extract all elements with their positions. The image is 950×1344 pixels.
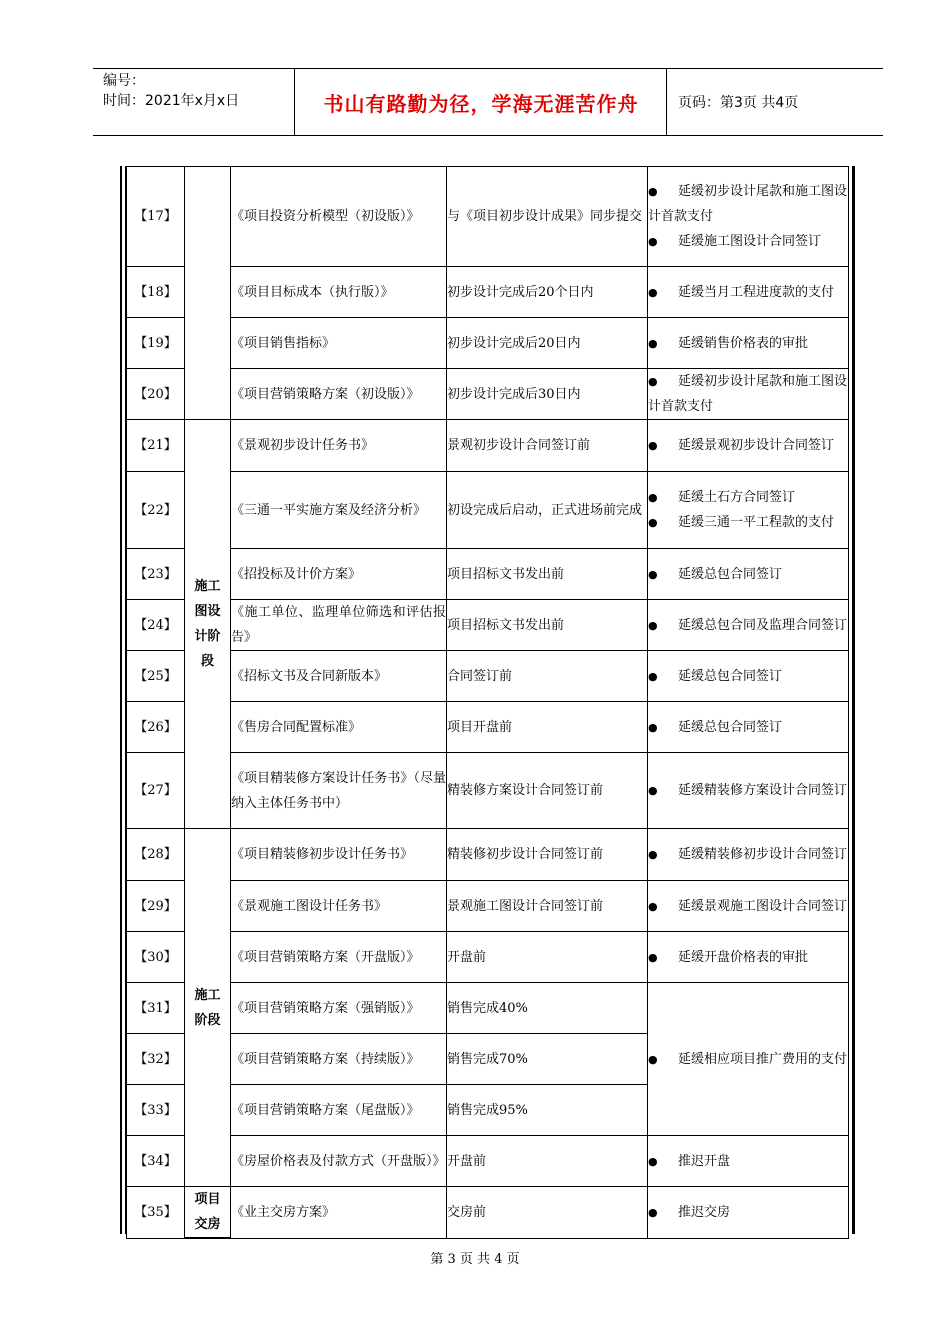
deliverables-table bbox=[126, 166, 849, 1239]
table-row bbox=[127, 600, 849, 651]
table-body bbox=[127, 167, 849, 1239]
submission-time: 景观施工图设计合同签订前 bbox=[447, 881, 648, 932]
consequence-text: 推迟交房 bbox=[678, 1204, 731, 1220]
stage-label: 施工阶段 bbox=[185, 829, 231, 1187]
header-divider bbox=[666, 68, 667, 135]
consequence-text: 延缓总包合同签订 bbox=[678, 566, 783, 582]
header-page-info: 页码：第3页 共4页 bbox=[678, 95, 799, 111]
consequence-cell bbox=[648, 702, 849, 753]
consequence-item bbox=[648, 562, 848, 587]
header-bottom-rule bbox=[93, 135, 883, 136]
consequence-cell bbox=[648, 369, 849, 420]
consequence-item bbox=[648, 778, 848, 803]
consequence-cell bbox=[648, 167, 849, 267]
consequence-cell bbox=[648, 1187, 849, 1239]
submission-time: 精装修方案设计合同签订前 bbox=[447, 753, 648, 829]
submission-time: 初步设计完成后20个日内 bbox=[447, 267, 648, 318]
item-number: 【19】 bbox=[127, 318, 185, 369]
item-number: 【23】 bbox=[127, 549, 185, 600]
submission-time: 销售完成70% bbox=[447, 1034, 648, 1085]
stage-label bbox=[185, 167, 231, 420]
item-number: 【28】 bbox=[127, 829, 185, 881]
document-name: 《项目营销策略方案（持续版）》 bbox=[231, 1034, 447, 1085]
document-name: 《项目营销策略方案（初设版）》 bbox=[231, 369, 447, 420]
table-row bbox=[127, 829, 849, 881]
table-row bbox=[127, 167, 849, 267]
document-name: 《施工单位、监理单位筛选和评估报告》 bbox=[231, 600, 447, 651]
consequence-text: 延缓总包合同签订 bbox=[678, 668, 783, 684]
submission-time: 初设完成后启动，正式进场前完成 bbox=[447, 472, 648, 549]
table-row bbox=[127, 267, 849, 318]
consequence-item bbox=[648, 510, 848, 535]
table-row bbox=[127, 702, 849, 753]
consequence-cell bbox=[648, 829, 849, 881]
consequence-text: 延缓精装修初步设计合同签订 bbox=[678, 847, 848, 862]
consequence-item bbox=[648, 664, 848, 689]
document-name: 《招投标及计价方案》 bbox=[231, 549, 447, 600]
submission-time: 开盘前 bbox=[447, 932, 648, 983]
consequence-item bbox=[648, 331, 848, 356]
item-number: 【24】 bbox=[127, 600, 185, 651]
consequence-text: 延缓当月工程进度款的支付 bbox=[678, 284, 835, 300]
bullet-icon: ● bbox=[648, 669, 658, 683]
table-row bbox=[127, 983, 849, 1034]
table-row bbox=[127, 881, 849, 932]
table-row bbox=[127, 1136, 849, 1187]
number-label: 编号： bbox=[103, 73, 145, 89]
consequence-text: 延缓相应项目推广费用的支付 bbox=[678, 1051, 848, 1067]
consequence-item bbox=[648, 894, 848, 919]
bullet-icon: ● bbox=[648, 720, 658, 734]
page-footer: 第 3 页 共 4 页 bbox=[430, 1252, 520, 1267]
consequence-text: 延缓土石方合同签订 bbox=[678, 490, 796, 505]
consequence-item bbox=[648, 1047, 848, 1072]
submission-time: 与《项目初步设计成果》同步提交 bbox=[447, 167, 648, 267]
submission-time: 初步设计完成后30日内 bbox=[447, 369, 648, 420]
consequence-item bbox=[648, 1200, 848, 1225]
consequence-cell bbox=[648, 881, 849, 932]
document-name: 《景观初步设计任务书》 bbox=[231, 420, 447, 472]
item-number: 【20】 bbox=[127, 369, 185, 420]
consequence-cell bbox=[648, 1136, 849, 1187]
submission-time: 精装修初步设计合同签订前 bbox=[447, 829, 648, 881]
consequence-text: 延缓初步设计尾款和施工图设计首款支付 bbox=[648, 184, 848, 224]
consequence-cell bbox=[648, 472, 849, 549]
document-name: 《项目营销策略方案（强销版）》 bbox=[231, 983, 447, 1034]
consequence-item bbox=[648, 229, 848, 254]
bullet-icon: ● bbox=[648, 285, 658, 299]
document-name: 《项目精装修方案设计任务书》（尽量纳入主体任务书中） bbox=[231, 753, 447, 829]
bullet-icon: ● bbox=[648, 375, 658, 388]
consequence-cell bbox=[648, 651, 849, 702]
document-name: 《售房合同配置标准》 bbox=[231, 702, 447, 753]
consequence-cell bbox=[648, 267, 849, 318]
document-name: 《项目营销策略方案（尾盘版）》 bbox=[231, 1085, 447, 1136]
stage-label: 项目交房 bbox=[185, 1187, 231, 1239]
consequence-cell bbox=[648, 600, 849, 651]
bullet-icon: ● bbox=[648, 516, 658, 529]
table-left-border bbox=[120, 166, 122, 1234]
table-row bbox=[127, 932, 849, 983]
bullet-icon: ● bbox=[648, 784, 658, 797]
consequence-item bbox=[648, 485, 848, 510]
consequence-item bbox=[648, 1149, 848, 1174]
submission-time: 交房前 bbox=[447, 1187, 648, 1239]
consequence-text: 延缓销售价格表的审批 bbox=[678, 335, 809, 351]
submission-time: 项目开盘前 bbox=[447, 702, 648, 753]
item-number: 【34】 bbox=[127, 1136, 185, 1187]
table-row bbox=[127, 318, 849, 369]
consequence-item bbox=[648, 613, 848, 638]
submission-time: 景观初步设计合同签订前 bbox=[447, 420, 648, 472]
consequence-text: 延缓景观施工图设计合同签订 bbox=[678, 898, 848, 914]
header-motto: 书山有路勤为径，学海无涯苦作舟 bbox=[323, 92, 639, 116]
consequence-text: 推迟开盘 bbox=[678, 1153, 731, 1169]
table-row bbox=[127, 1187, 849, 1239]
document-name: 《业主交房方案》 bbox=[231, 1187, 447, 1239]
item-number: 【26】 bbox=[127, 702, 185, 753]
time-label: 时间：2021年x月x日 bbox=[103, 93, 240, 109]
submission-time: 开盘前 bbox=[447, 1136, 648, 1187]
bullet-icon: ● bbox=[648, 950, 658, 964]
submission-time: 初步设计完成后20日内 bbox=[447, 318, 648, 369]
consequence-item bbox=[648, 280, 848, 305]
bullet-icon: ● bbox=[648, 491, 658, 504]
submission-time: 项目招标文书发出前 bbox=[447, 549, 648, 600]
header-meta bbox=[103, 71, 239, 111]
bullet-icon: ● bbox=[648, 439, 658, 452]
item-number: 【22】 bbox=[127, 472, 185, 549]
consequence-text: 延缓总包合同及监理合同签订 bbox=[678, 617, 848, 633]
bullet-icon: ● bbox=[648, 336, 658, 350]
document-name: 《项目销售指标》 bbox=[231, 318, 447, 369]
table-row bbox=[127, 472, 849, 549]
consequence-cell bbox=[648, 983, 849, 1136]
consequence-text: 延缓开盘价格表的审批 bbox=[678, 949, 809, 965]
bullet-icon: ● bbox=[648, 185, 658, 198]
consequence-item bbox=[648, 945, 848, 970]
document-name: 《房屋价格表及付款方式（开盘版）》 bbox=[231, 1136, 447, 1187]
item-number: 【17】 bbox=[127, 167, 185, 267]
submission-time: 销售完成40% bbox=[447, 983, 648, 1034]
table-row bbox=[127, 753, 849, 829]
consequence-text: 延缓精装修方案设计合同签订 bbox=[678, 783, 848, 798]
table-row bbox=[127, 420, 849, 472]
item-number: 【21】 bbox=[127, 420, 185, 472]
consequence-text: 延缓景观初步设计合同签订 bbox=[678, 438, 835, 453]
bullet-icon: ● bbox=[648, 567, 658, 581]
consequence-cell bbox=[648, 318, 849, 369]
submission-time: 项目招标文书发出前 bbox=[447, 600, 648, 651]
consequence-item bbox=[648, 842, 848, 867]
bullet-icon: ● bbox=[648, 899, 658, 913]
bullet-icon: ● bbox=[648, 235, 658, 248]
document-name: 《三通一平实施方案及经济分析》 bbox=[231, 472, 447, 549]
item-number: 【25】 bbox=[127, 651, 185, 702]
bullet-icon: ● bbox=[648, 848, 658, 861]
item-number: 【33】 bbox=[127, 1085, 185, 1136]
document-name: 《招标文书及合同新版本》 bbox=[231, 651, 447, 702]
submission-time: 销售完成95% bbox=[447, 1085, 648, 1136]
consequence-item bbox=[648, 179, 848, 229]
document-name: 《项目营销策略方案（开盘版）》 bbox=[231, 932, 447, 983]
consequence-item bbox=[648, 433, 848, 458]
document-name: 《项目目标成本（执行版）》 bbox=[231, 267, 447, 318]
item-number: 【18】 bbox=[127, 267, 185, 318]
consequence-cell bbox=[648, 753, 849, 829]
stage-label: 施工图设计阶段 bbox=[185, 420, 231, 829]
consequence-cell bbox=[648, 549, 849, 600]
header-divider bbox=[294, 68, 295, 135]
consequence-text: 延缓总包合同签订 bbox=[678, 719, 783, 735]
consequence-cell bbox=[648, 932, 849, 983]
item-number: 【35】 bbox=[127, 1187, 185, 1239]
consequence-item bbox=[648, 369, 848, 419]
submission-time: 合同签订前 bbox=[447, 651, 648, 702]
consequence-text: 延缓三通一平工程款的支付 bbox=[678, 515, 835, 530]
document-name: 《项目投资分析模型（初设版）》 bbox=[231, 167, 447, 267]
document-name: 《项目精装修初步设计任务书》 bbox=[231, 829, 447, 881]
table-row bbox=[127, 369, 849, 420]
bullet-icon: ● bbox=[648, 1205, 658, 1219]
document-name: 《景观施工图设计任务书》 bbox=[231, 881, 447, 932]
table-right-border bbox=[852, 166, 855, 1234]
consequence-text: 延缓初步设计尾款和施工图设计首款支付 bbox=[648, 374, 848, 414]
item-number: 【30】 bbox=[127, 932, 185, 983]
table-row bbox=[127, 549, 849, 600]
bullet-icon: ● bbox=[648, 618, 658, 632]
consequence-text: 延缓施工图设计合同签订 bbox=[678, 234, 822, 249]
item-number: 【29】 bbox=[127, 881, 185, 932]
item-number: 【31】 bbox=[127, 983, 185, 1034]
item-number: 【27】 bbox=[127, 753, 185, 829]
item-number: 【32】 bbox=[127, 1034, 185, 1085]
bullet-icon: ● bbox=[648, 1154, 658, 1168]
bullet-icon: ● bbox=[648, 1052, 658, 1066]
consequence-cell bbox=[648, 420, 849, 472]
consequence-item bbox=[648, 715, 848, 740]
header-top-rule bbox=[93, 68, 883, 69]
table-row bbox=[127, 651, 849, 702]
